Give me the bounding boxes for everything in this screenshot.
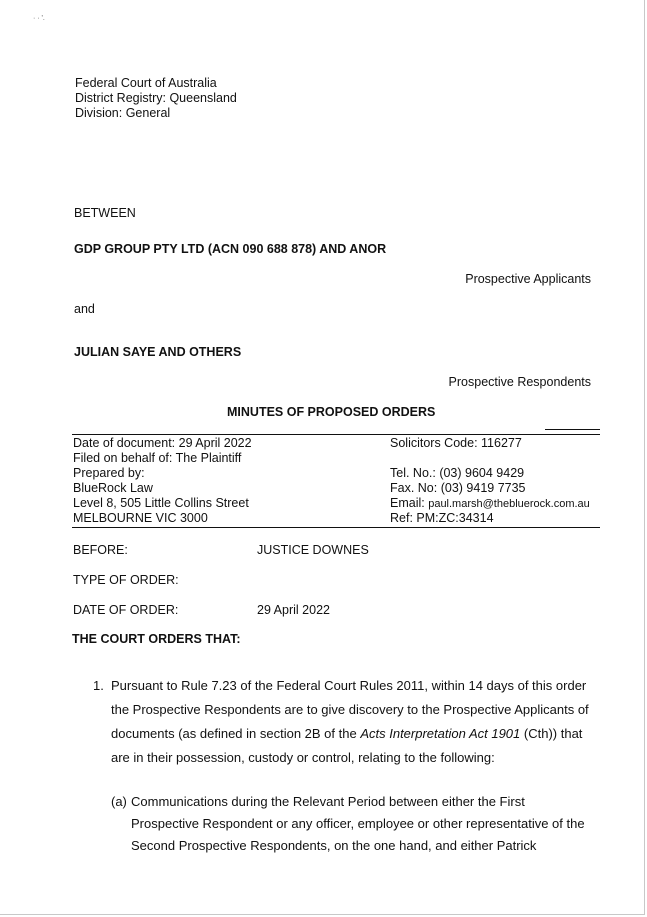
reference: Ref: PM:ZC:34314 xyxy=(390,511,494,525)
prepared-by: Prepared by: xyxy=(73,466,145,480)
date-of-order-value: 29 April 2022 xyxy=(257,603,330,617)
scan-mark: · · '. xyxy=(33,15,45,22)
subitem-a-line1: Communications during the Relevant Period between either the First xyxy=(131,794,525,809)
email xyxy=(390,496,590,512)
between-label: BETWEEN xyxy=(74,206,136,220)
division: Division: General xyxy=(75,106,171,120)
before-value: JUSTICE DOWNES xyxy=(257,543,369,557)
subitem-a-line2: Prospective Respondent or any officer, employee or other representative of the xyxy=(131,816,585,831)
district-registry: District Registry: Queensland xyxy=(75,91,237,105)
date-of-order-label: DATE OF ORDER: xyxy=(73,603,179,617)
applicant-role: Prospective Applicants xyxy=(465,272,591,286)
filed-on-behalf: Filed on behalf of: The Plaintiff xyxy=(73,451,242,465)
and-label: and xyxy=(74,302,95,316)
order-1-number: 1. xyxy=(93,678,104,693)
firm-address-line2: MELBOURNE VIC 3000 xyxy=(73,511,208,525)
order-1-line1: Pursuant to Rule 7.23 of the Federal Court Rules 2011, within 14 days of this order xyxy=(111,678,587,693)
order-1-line4: are in their possession, custody or control, relating to the following: xyxy=(111,750,495,765)
applicant-name: GDP GROUP PTY LTD (ACN 090 688 878) AND ANOR xyxy=(74,242,387,256)
email-label: Email: xyxy=(390,496,429,510)
firm-address-line1: Level 8, 505 Little Collins Street xyxy=(73,496,249,510)
solicitors-code: Solicitors Code: 116277 xyxy=(390,436,522,450)
acts-interpretation-title: Acts Interpretation Act 1901 xyxy=(360,726,521,741)
order-1-line3-text: documents (as defined in section 2B of the xyxy=(111,726,361,741)
order-1-line3 xyxy=(111,722,582,747)
firm-name: BlueRock Law xyxy=(73,481,153,495)
date-of-document: Date of document: 29 April 2022 xyxy=(73,436,252,450)
order-1-line3-end: (Cth)) that xyxy=(520,726,583,741)
order-1-line2: the Prospective Respondents are to give discovery to the Prospective Applicants of xyxy=(111,702,589,717)
details-bottom-rule xyxy=(72,527,600,528)
fax: Fax. No: (03) 9419 7735 xyxy=(390,481,526,495)
telephone: Tel. No.: (03) 9604 9429 xyxy=(390,466,525,480)
subitem-a-label: (a) xyxy=(111,794,127,809)
respondent-name: JULIAN SAYE AND OTHERS xyxy=(74,345,242,359)
before-label: BEFORE: xyxy=(73,543,128,557)
subitem-a-line3: Second Prospective Respondents, on the one hand, and either Patrick xyxy=(131,838,537,853)
respondent-role: Prospective Respondents xyxy=(448,375,591,389)
orders-heading: THE COURT ORDERS THAT: xyxy=(72,632,241,646)
email-address: paul.marsh@thebluerock.com.au xyxy=(428,498,590,510)
document-title: MINUTES OF PROPOSED ORDERS xyxy=(227,405,436,419)
details-top-rule-right xyxy=(545,429,600,430)
details-top-rule xyxy=(72,434,600,435)
type-of-order-label: TYPE OF ORDER: xyxy=(73,573,179,587)
court-name: Federal Court of Australia xyxy=(75,76,217,90)
